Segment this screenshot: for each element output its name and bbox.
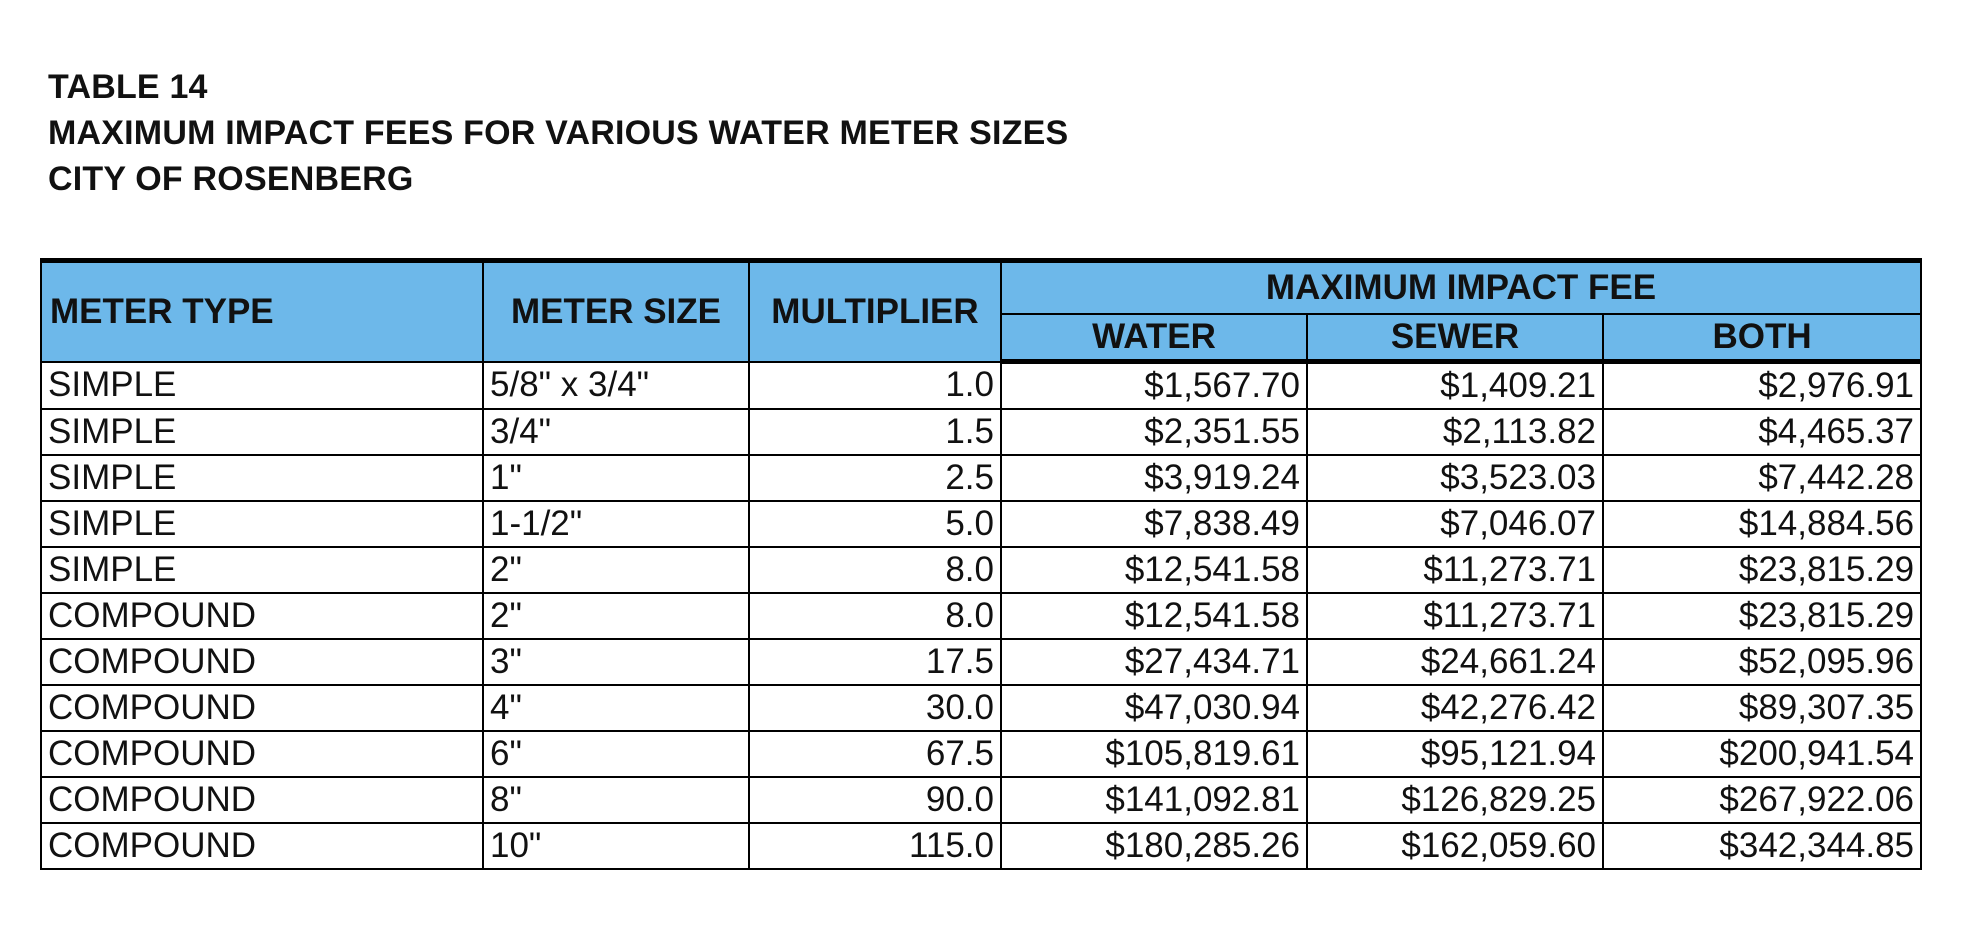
cell-both-fee: $52,095.96 xyxy=(1603,639,1921,685)
cell-both-fee: $7,442.28 xyxy=(1603,455,1921,501)
table-row xyxy=(41,593,1921,639)
cell-both-fee: $2,976.91 xyxy=(1603,362,1921,410)
cell-sewer-fee: $2,113.82 xyxy=(1307,409,1603,455)
cell-meter-size: 4" xyxy=(483,685,749,731)
table-row xyxy=(41,409,1921,455)
cell-multiplier: 17.5 xyxy=(749,639,1001,685)
cell-water-fee: $141,092.81 xyxy=(1001,777,1307,823)
cell-both-fee: $23,815.29 xyxy=(1603,547,1921,593)
cell-meter-size: 10" xyxy=(483,823,749,869)
impact-fee-table xyxy=(40,258,1922,870)
cell-multiplier: 2.5 xyxy=(749,455,1001,501)
table-row xyxy=(41,777,1921,823)
header-maximum-impact-fee: MAXIMUM IMPACT FEE xyxy=(1001,261,1921,315)
cell-sewer-fee: $42,276.42 xyxy=(1307,685,1603,731)
cell-meter-size: 3" xyxy=(483,639,749,685)
cell-sewer-fee: $11,273.71 xyxy=(1307,547,1603,593)
cell-both-fee: $89,307.35 xyxy=(1603,685,1921,731)
cell-meter-size: 8" xyxy=(483,777,749,823)
cell-water-fee: $105,819.61 xyxy=(1001,731,1307,777)
cell-meter-type: COMPOUND xyxy=(41,685,483,731)
cell-meter-type: SIMPLE xyxy=(41,455,483,501)
cell-multiplier: 5.0 xyxy=(749,501,1001,547)
cell-sewer-fee: $95,121.94 xyxy=(1307,731,1603,777)
table-row xyxy=(41,823,1921,869)
table-row xyxy=(41,501,1921,547)
cell-water-fee: $27,434.71 xyxy=(1001,639,1307,685)
cell-multiplier: 30.0 xyxy=(749,685,1001,731)
table-number: TABLE 14 xyxy=(48,68,208,106)
header-multiplier: MULTIPLIER xyxy=(749,261,1001,362)
cell-both-fee: $342,344.85 xyxy=(1603,823,1921,869)
table-row xyxy=(41,731,1921,777)
cell-water-fee: $1,567.70 xyxy=(1001,362,1307,410)
cell-meter-size: 3/4" xyxy=(483,409,749,455)
cell-sewer-fee: $1,409.21 xyxy=(1307,362,1603,410)
table-header xyxy=(41,261,1921,362)
cell-meter-type: SIMPLE xyxy=(41,501,483,547)
table-row xyxy=(41,685,1921,731)
cell-meter-type: SIMPLE xyxy=(41,409,483,455)
cell-multiplier: 90.0 xyxy=(749,777,1001,823)
cell-both-fee: $267,922.06 xyxy=(1603,777,1921,823)
cell-multiplier: 67.5 xyxy=(749,731,1001,777)
table-body xyxy=(41,362,1921,870)
cell-water-fee: $180,285.26 xyxy=(1001,823,1307,869)
table-row xyxy=(41,362,1921,410)
cell-sewer-fee: $3,523.03 xyxy=(1307,455,1603,501)
cell-meter-type: SIMPLE xyxy=(41,362,483,410)
header-meter-size: METER SIZE xyxy=(483,261,749,362)
cell-water-fee: $2,351.55 xyxy=(1001,409,1307,455)
cell-multiplier: 8.0 xyxy=(749,547,1001,593)
table-row xyxy=(41,639,1921,685)
cell-sewer-fee: $24,661.24 xyxy=(1307,639,1603,685)
cell-multiplier: 1.0 xyxy=(749,362,1001,410)
cell-meter-size: 2" xyxy=(483,547,749,593)
cell-meter-size: 1-1/2" xyxy=(483,501,749,547)
header-water: WATER xyxy=(1001,314,1307,362)
cell-meter-type: COMPOUND xyxy=(41,777,483,823)
header-both: BOTH xyxy=(1603,314,1921,362)
cell-sewer-fee: $162,059.60 xyxy=(1307,823,1603,869)
cell-water-fee: $12,541.58 xyxy=(1001,547,1307,593)
cell-meter-type: SIMPLE xyxy=(41,547,483,593)
cell-multiplier: 115.0 xyxy=(749,823,1001,869)
table-row xyxy=(41,547,1921,593)
cell-both-fee: $23,815.29 xyxy=(1603,593,1921,639)
cell-water-fee: $47,030.94 xyxy=(1001,685,1307,731)
cell-sewer-fee: $11,273.71 xyxy=(1307,593,1603,639)
cell-meter-type: COMPOUND xyxy=(41,731,483,777)
cell-both-fee: $14,884.56 xyxy=(1603,501,1921,547)
cell-water-fee: $3,919.24 xyxy=(1001,455,1307,501)
cell-water-fee: $12,541.58 xyxy=(1001,593,1307,639)
header-sewer: SEWER xyxy=(1307,314,1603,362)
cell-multiplier: 1.5 xyxy=(749,409,1001,455)
table-subtitle: CITY OF ROSENBERG xyxy=(48,160,414,198)
cell-meter-size: 1" xyxy=(483,455,749,501)
cell-both-fee: $200,941.54 xyxy=(1603,731,1921,777)
cell-meter-type: COMPOUND xyxy=(41,639,483,685)
cell-meter-size: 6" xyxy=(483,731,749,777)
header-meter-type: METER TYPE xyxy=(41,261,483,362)
cell-meter-type: COMPOUND xyxy=(41,823,483,869)
cell-meter-size: 5/8" x 3/4" xyxy=(483,362,749,410)
table-row xyxy=(41,455,1921,501)
cell-sewer-fee: $7,046.07 xyxy=(1307,501,1603,547)
cell-multiplier: 8.0 xyxy=(749,593,1001,639)
cell-sewer-fee: $126,829.25 xyxy=(1307,777,1603,823)
cell-meter-type: COMPOUND xyxy=(41,593,483,639)
cell-water-fee: $7,838.49 xyxy=(1001,501,1307,547)
table-title: MAXIMUM IMPACT FEES FOR VARIOUS WATER METER SIZES xyxy=(48,114,1069,152)
document-title xyxy=(48,64,1068,202)
cell-both-fee: $4,465.37 xyxy=(1603,409,1921,455)
cell-meter-size: 2" xyxy=(483,593,749,639)
